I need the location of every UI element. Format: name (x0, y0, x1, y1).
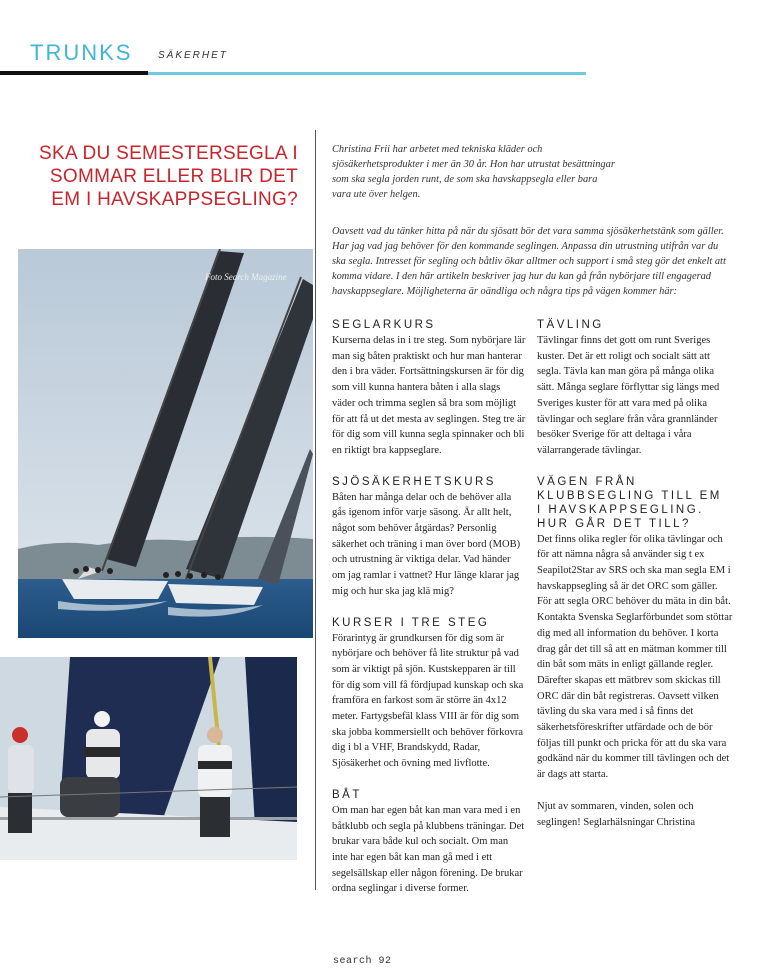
heading-vagen: VÄGEN FRÅN KLUBBSEGLING TILL EM I HAVSKAPPSEGLING. HUR GÅR DET TILL? (537, 475, 722, 530)
closing-paragraph: Njut av sommaren, vinden, solen och seglingen! Seglarhälsningar Christina (537, 800, 696, 828)
body-bat: Om man har egen båt kan man vara med i en båtklubb och segla på klubbens träningar. Det brukar vara både kul och socialt. Om man inte har egen båt kan man gå med i ett segelsällskap eller någon förening. De brukar ordna seglingar i diverse former. (332, 804, 525, 895)
heading-tavling: TÄVLING (537, 319, 604, 331)
crew-illustration (0, 657, 297, 860)
sailboats-illustration (18, 249, 313, 638)
heading-kurser-tre-steg: KURSER I TRE STEG (332, 616, 490, 629)
article-column-1 (332, 318, 526, 913)
heading-sjosakerhetskurs: SJÖSÄKERHETSKURS (332, 475, 496, 488)
sailing-race-photo (18, 249, 313, 638)
magazine-brand: TRUNKS (30, 40, 133, 65)
body-kurser-tre-steg: Förarintyg är grundkursen för dig som är nybörjare och behöver få lite struktur på vad som är viktigt på sjön. Kustskepparen är till för dig som vill få fördjupad kunskap och ska framföra en farkost som är större än 4x12 meter. Fartygsbefäl klass VIII är för dig som ska jobba kommersiellt och behöver förkovra dig i bl a VHF, Brandskydd, Radar, Sjösäkerhet och övning med livflotte. (332, 632, 524, 770)
photo-credit: Foto Search Magazine (205, 272, 287, 282)
article-column-2 (537, 318, 733, 846)
intro-paragraph-1: Christina Frii har arbetet med tekniska kläder och sjösäkerhetsprodukter i mer än 30 år. Hon har utrustat besättningar som ska segla jorden runt, de som ska havskappsegla eller bara vara ute över helgen. (332, 144, 615, 200)
heading-bat: BÅT (332, 788, 362, 801)
heading-seglarkurs: SEGLARKURS (332, 319, 436, 331)
intro-paragraph-2: Oavsett vad du tänker hitta på när du sjösatt bör det vara samma sjösäkerhetstänk som gäller. Har jag vad jag behöver för den kommande seglingen. Anpassa din utrustning utifrån var du ska segla. Intresset för segling och båtliv ökar alltmer och support i små steg gör det enkelt att komma vidare. I den här artikeln beskriver jag hur du kan gå från nybörjare till engagerad havskappseglare. Möjligheterna är oändliga och några tips på vägen kommer här: (332, 226, 726, 297)
body-seglarkurs: Kurserna delas in i tre steg. Som nybörjare lär man sig båten praktiskt och hur man hanterar den i bra väder. Fortsättningskursen är för dig som vill kunna hantera båten i alla slags väder och trimma seglen så bra som möjligt för att få ut det mesta av seglingen. Steg tre är för dig som vill kunna segla spinnaker och bli en riktigt bra kappseglare. (332, 335, 526, 456)
body-sjosakerhetskurs: Båten har många delar och de behöver alla gås igenom inför varje säsong. Är allt helt, något som behöver åtgärdas? Personlig säkerhet och träning i man över bord (MOB) och utrustning är viktiga delar. Vad händer om jag ramlar i vattnet? Hur länge klarar jag mig och hur ska jag klä mig? (332, 491, 521, 597)
crew-on-deck-photo (0, 657, 297, 860)
body-tavling: Tävlingar finns det gott om runt Sveriges kuster. Det är ett roligt och socialt sätt att segla. Tävla kan man göra på många olika sätt. Många seglare förflyttar sig längs med Sveriges kuster för att vara med på olika tävlingar och seglare från våra grannländer besöker Sverige för att deltaga i våra välarrangerade tävlingar. (537, 335, 720, 456)
header-rule-blue (148, 72, 586, 75)
article-headline: SKA DU SEMESTERSEGLA I SOMMAR ELLER BLIR DET EM I HAVSKAPPSEGLING? (39, 143, 298, 210)
section-label: SÄKERHET (158, 50, 228, 61)
header-rule-dark (0, 71, 148, 75)
page-footer: search 92 (333, 956, 392, 967)
body-vagen: Det finns olika regler för olika tävlingar och för att nämna några så använder sig t ex Seapilot2Star av SRS och ska man segla EM i havskappsegling så är det ORC som gäller. För att segla ORC behöver du mäta in din båt. Kontakta Svenska Seglarförbundet som stöttar dig med all information du behöver. I korta drag går det till så att en mätman kommer till din båt som mäts in enligt gällande regler. Därefter skapas ett mätbrev som skickas till ORC där din båt registreras. Oavsett vilken tävling du ska vara med i så finns det säkerhetsföreskrifter utfärdade och de bör följas till punkt och pricka för att du ska vara godkänd när du kommer till tävlingen och det är dags att starta. (537, 533, 733, 781)
column-divider (315, 130, 316, 890)
